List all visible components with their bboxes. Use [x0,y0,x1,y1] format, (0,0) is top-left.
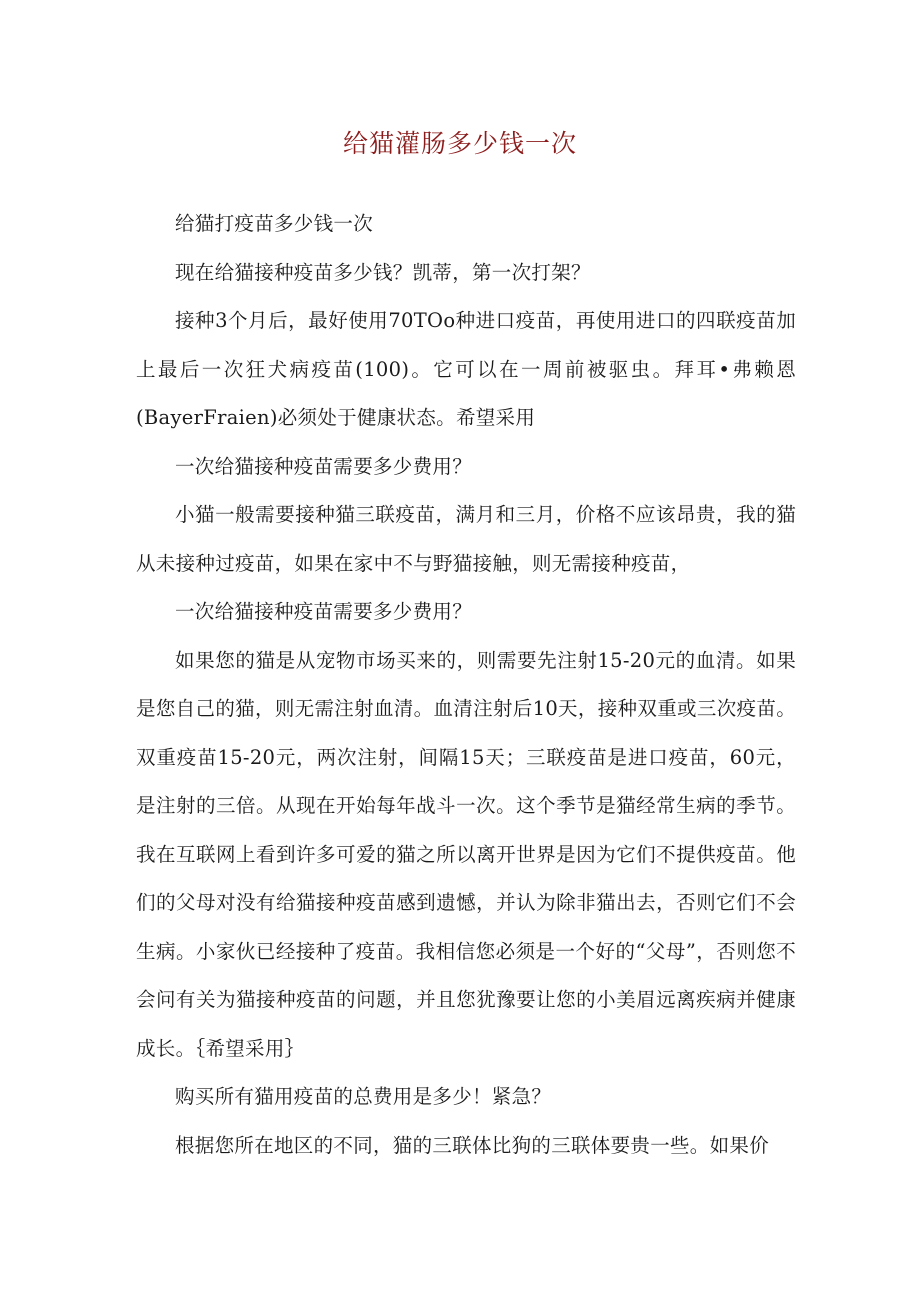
paragraph-9: 根据您所在地区的不同，猫的三联体比狗的三联体要贵一些。如果价 [175,1133,770,1157]
paragraph-4: 一次给猫接种疫苗需要多少费用？ [175,454,473,478]
paragraph-7: 如果您的猫是从宠物市场买来的，则需要先注射15-20元的血清。如果是您自己的猫，则无需注射血清。血清注射后10天，接种双重或三次疫苗。双重疫苗15-20元，两次注射，间隔15天；三联疫苗是进口疫苗，60元，是注射的三倍。从现在开始每年战斗一次。这个季节是猫经常生病的季节。我在互联网上看到许多可爱的猫之所以离开世界是因为它们不提供疫苗。他们的父母对没有给猫接种疫苗感到遗憾，并认为除非猫出去，否则它们不会生病。小家伙已经接种了疫苗。我相信您必须是一个好的“父母”，否则您不会问有关为猫接种疫苗的问题，并且您犹豫要让您的小美眉远离疾病并健康成长。｛希望采用｝ [136,648,796,1060]
paragraph-5: 小猫一般需要接种猫三联疫苗，满月和三月，价格不应该昂贵，我的猫从未接种过疫苗，如果在家中不与野猫接触，则无需接种疫苗， [136,503,796,575]
paragraph-1: 给猫打疫苗多少钱一次 [175,212,374,235]
paragraph-6: 一次给猫接种疫苗需要多少费用？ [175,600,473,623]
paragraph-8: 购买所有猫用疫苗的总费用是多少！紧急？ [175,1085,552,1108]
paragraph-3: 接种3个月后，最好使用70TOo种进口疫苗，再使用进口的四联疫苗加上最后一次狂犬病疫苗(100)。它可以在一周前被驱虫。拜耳•弗赖恩(BayerFraien)必须处于健康状态。希望采用 [136,309,796,429]
document-body [136,200,796,1170]
page-title: 给猫灌肠多少钱一次 [342,129,577,158]
paragraph-2: 现在给猫接种疫苗多少钱？凯蒂，第一次打架？ [175,260,591,284]
